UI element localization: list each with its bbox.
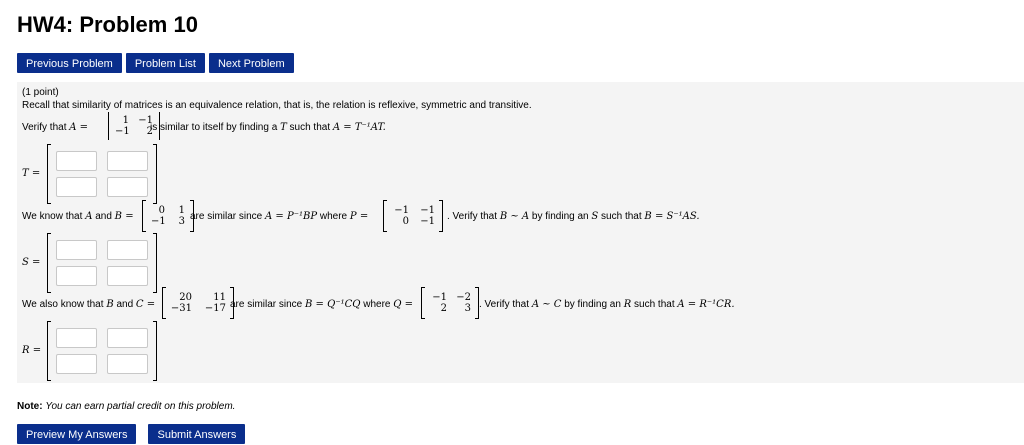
equation-p: A = P⁻¹BP	[265, 211, 318, 222]
equation-r: A = R⁻¹CR.	[677, 299, 735, 310]
b-symbol: B	[106, 299, 114, 310]
matrix-s-cells	[51, 233, 153, 293]
line2-p1: We know that	[22, 211, 83, 222]
line3-p7: such that	[634, 299, 675, 310]
line3-p6: by finding an	[564, 299, 621, 310]
problem-navigation	[17, 53, 294, 73]
point-value: (1 point)	[22, 87, 59, 98]
t-11-input[interactable]	[56, 151, 97, 171]
matrix-p-cell: 0	[402, 216, 409, 227]
r-11-input[interactable]	[56, 328, 97, 348]
matrix-q	[421, 287, 479, 319]
matrix-r-cells	[51, 321, 153, 381]
t-12-input[interactable]	[107, 151, 148, 171]
matrix-c-grid	[166, 287, 230, 319]
matrix-a-cell: 1	[122, 115, 129, 126]
problem-body	[17, 82, 1024, 383]
matrix-b-cell: −1	[151, 216, 166, 227]
line2-mid-text	[190, 211, 368, 222]
line2-tail-text	[447, 211, 700, 222]
q-equals-label: Q =	[393, 299, 414, 310]
matrix-a-cell: −1	[138, 115, 153, 126]
matrix-b-grid	[146, 200, 190, 232]
r-21-input[interactable]	[56, 354, 97, 374]
note-label: Note:	[17, 401, 43, 412]
matrix-a-cell: 2	[146, 126, 153, 137]
s-21-input[interactable]	[56, 266, 97, 286]
t-22-input[interactable]	[107, 177, 148, 197]
matrix-c	[162, 287, 234, 319]
matrix-a-cell: −1	[115, 126, 130, 137]
matrix-c-cell: −17	[204, 303, 226, 314]
line3-p4: where	[363, 299, 391, 310]
s-symbol: S	[591, 211, 599, 222]
matrix-t-cells	[51, 144, 153, 204]
r-label: R =	[22, 345, 42, 356]
verify1-suffix: such that	[289, 122, 331, 133]
matrix-b-cell: 1	[178, 205, 185, 216]
s-12-input[interactable]	[107, 240, 148, 260]
matrix-q-grid	[425, 287, 475, 319]
p-equals-label: P =	[349, 211, 369, 222]
verify1-mid-text	[150, 122, 386, 133]
preview-answers-button[interactable]: Preview My Answers	[17, 424, 136, 444]
line3-mid-text	[230, 299, 413, 310]
matrix-b	[142, 200, 194, 232]
matrix-r-input	[47, 321, 157, 381]
s-11-input[interactable]	[56, 240, 97, 260]
line3-lead-text	[22, 299, 155, 310]
answer-actions	[17, 424, 245, 444]
equation-q: B = Q⁻¹CQ	[305, 299, 361, 310]
matrix-q-cell: 3	[464, 303, 471, 314]
matrix-p-cell: −1	[394, 205, 409, 216]
matrix-t-input	[47, 144, 157, 204]
b-similar-a: B ~ A	[499, 211, 530, 222]
page-title: HW4: Problem 10	[17, 12, 198, 37]
c-equals-label: C =	[135, 299, 156, 310]
matrix-s-input	[47, 233, 157, 293]
matrix-r-right-bracket	[153, 321, 157, 381]
line2-p3: are similar since	[190, 211, 263, 222]
b-equals-label: B =	[114, 211, 134, 222]
line3-p5: . Verify that	[479, 299, 530, 310]
t-21-input[interactable]	[56, 177, 97, 197]
r-22-input[interactable]	[107, 354, 148, 374]
matrix-c-cell: 11	[213, 292, 226, 303]
verify1-prefix: Verify that	[22, 122, 67, 133]
line2-p2: and	[95, 211, 112, 222]
line3-p3: are similar since	[230, 299, 303, 310]
equation-t: A = T⁻¹AT.	[332, 122, 386, 133]
matrix-s-right-bracket	[153, 233, 157, 293]
matrix-p-right-bracket	[439, 200, 443, 232]
s-label: S =	[22, 257, 41, 268]
problem-list-button[interactable]: Problem List	[126, 53, 205, 73]
line3-p1: We also know that	[22, 299, 104, 310]
verify1-prefix-text	[22, 122, 88, 133]
line2-p5: . Verify that	[447, 211, 498, 222]
note-text: You can earn partial credit on this problem.	[45, 401, 236, 412]
matrix-q-cell: −2	[456, 292, 471, 303]
t-symbol: T	[280, 122, 287, 133]
next-problem-button[interactable]: Next Problem	[209, 53, 294, 73]
line3-p2: and	[116, 299, 134, 310]
line2-lead-text	[22, 211, 134, 222]
s-22-input[interactable]	[107, 266, 148, 286]
verify1-mid: is similar to itself by finding a	[150, 122, 278, 133]
matrix-p-cell: −1	[420, 216, 435, 227]
problem-intro: Recall that similarity of matrices is an equivalence relation, that is, the relation is reflexive, symmetric and transitive.	[22, 100, 532, 111]
submit-answers-button[interactable]: Submit Answers	[148, 424, 245, 444]
matrix-t-right-bracket	[153, 144, 157, 204]
line2-p7: such that	[601, 211, 642, 222]
matrix-c-cell: 20	[179, 292, 192, 303]
a-similar-c: A ~ C	[531, 299, 562, 310]
previous-problem-button[interactable]: Previous Problem	[17, 53, 122, 73]
note	[17, 401, 235, 412]
matrix-b-cell: 0	[158, 205, 165, 216]
equation-s: B = S⁻¹AS.	[644, 211, 700, 222]
line3-tail-text	[479, 299, 735, 310]
a-equals-label: A =	[69, 122, 89, 133]
matrix-c-cell: −31	[170, 303, 192, 314]
matrix-b-cell: 3	[178, 216, 185, 227]
matrix-p-cell: −1	[420, 205, 435, 216]
line2-p6: by finding an	[531, 211, 589, 222]
r-12-input[interactable]	[107, 328, 148, 348]
matrix-p-grid	[387, 200, 439, 232]
a-symbol: A	[85, 211, 93, 222]
line2-p4: where	[319, 211, 348, 222]
matrix-p	[383, 200, 443, 232]
t-label: T =	[22, 168, 41, 179]
matrix-q-cell: 2	[440, 303, 447, 314]
matrix-q-cell: −1	[432, 292, 447, 303]
r-symbol: R	[623, 299, 632, 310]
